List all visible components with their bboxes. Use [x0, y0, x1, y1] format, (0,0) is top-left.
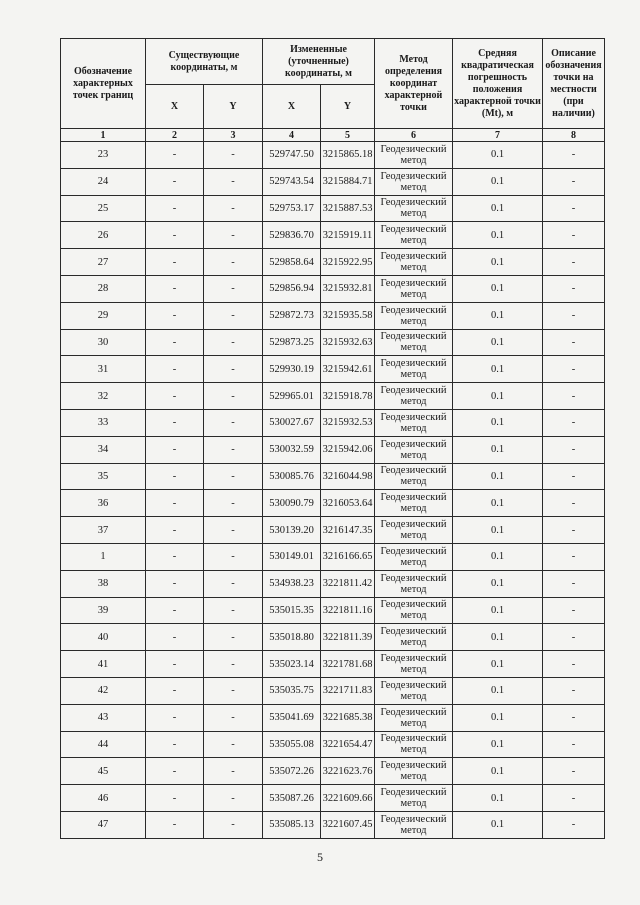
changed-y-cell: 3215918.78 — [321, 383, 375, 410]
changed-y-cell: 3215932.81 — [321, 275, 375, 302]
changed-y-cell: 3215942.61 — [321, 356, 375, 383]
description-cell: - — [543, 356, 605, 383]
description-cell: - — [543, 383, 605, 410]
point-label-cell: 31 — [61, 356, 146, 383]
changed-y-cell: 3221607.45 — [321, 811, 375, 838]
column-number: 8 — [543, 129, 605, 142]
point-label-cell: 29 — [61, 302, 146, 329]
point-label-cell: 27 — [61, 249, 146, 276]
table-row — [61, 142, 605, 169]
changed-x-cell: 535023.14 — [263, 651, 321, 678]
existing-y-cell: - — [204, 597, 263, 624]
method-cell: Геодезический метод — [375, 517, 453, 544]
point-label-cell: 46 — [61, 785, 146, 812]
description-cell: - — [543, 409, 605, 436]
column-number: 2 — [146, 129, 204, 142]
existing-x-cell: - — [146, 222, 204, 249]
method-cell: Геодезический метод — [375, 731, 453, 758]
description-cell: - — [543, 249, 605, 276]
method-cell: Геодезический метод — [375, 785, 453, 812]
error-cell: 0.1 — [453, 409, 543, 436]
existing-x-cell: - — [146, 490, 204, 517]
table-row — [61, 811, 605, 838]
point-label-cell: 25 — [61, 195, 146, 222]
changed-y-cell: 3215865.18 — [321, 142, 375, 169]
changed-y-cell: 3215884.71 — [321, 168, 375, 195]
changed-y-cell: 3215932.53 — [321, 409, 375, 436]
table-row — [61, 517, 605, 544]
point-label-cell: 34 — [61, 436, 146, 463]
existing-x-cell: - — [146, 597, 204, 624]
method-cell: Геодезический метод — [375, 570, 453, 597]
method-cell: Геодезический метод — [375, 168, 453, 195]
method-cell: Геодезический метод — [375, 383, 453, 410]
changed-y-cell: 3215922.95 — [321, 249, 375, 276]
point-label-cell: 39 — [61, 597, 146, 624]
point-label-cell: 40 — [61, 624, 146, 651]
point-label-cell: 38 — [61, 570, 146, 597]
error-cell: 0.1 — [453, 490, 543, 517]
method-cell: Геодезический метод — [375, 463, 453, 490]
existing-y-cell: - — [204, 811, 263, 838]
table-row — [61, 543, 605, 570]
column-number: 4 — [263, 129, 321, 142]
changed-y-cell: 3215935.58 — [321, 302, 375, 329]
existing-y-cell: - — [204, 195, 263, 222]
table-row — [61, 704, 605, 731]
point-label-cell: 36 — [61, 490, 146, 517]
description-cell: - — [543, 195, 605, 222]
method-cell: Геодезический метод — [375, 222, 453, 249]
header-existing-y: Y — [204, 85, 263, 129]
existing-x-cell: - — [146, 329, 204, 356]
changed-y-cell: 3221781.68 — [321, 651, 375, 678]
table-row — [61, 383, 605, 410]
header-point-label: Обозначение характерных точек границ — [61, 39, 146, 129]
existing-x-cell: - — [146, 517, 204, 544]
existing-x-cell: - — [146, 356, 204, 383]
header-description: Описание обозначения точки на местности (при наличии) — [543, 39, 605, 129]
table-row — [61, 275, 605, 302]
table-row — [61, 222, 605, 249]
changed-x-cell: 535085.13 — [263, 811, 321, 838]
error-cell: 0.1 — [453, 142, 543, 169]
error-cell: 0.1 — [453, 704, 543, 731]
existing-x-cell: - — [146, 543, 204, 570]
header-changed-coords: Измененные (уточненные) координаты, м — [263, 39, 375, 85]
changed-y-cell: 3221685.38 — [321, 704, 375, 731]
existing-y-cell: - — [204, 651, 263, 678]
changed-x-cell: 535018.80 — [263, 624, 321, 651]
existing-y-cell: - — [204, 168, 263, 195]
table-row — [61, 195, 605, 222]
method-cell: Геодезический метод — [375, 195, 453, 222]
error-cell: 0.1 — [453, 356, 543, 383]
changed-x-cell: 529858.64 — [263, 249, 321, 276]
error-cell: 0.1 — [453, 624, 543, 651]
description-cell: - — [543, 731, 605, 758]
point-label-cell: 45 — [61, 758, 146, 785]
error-cell: 0.1 — [453, 195, 543, 222]
existing-x-cell: - — [146, 785, 204, 812]
header-row — [61, 39, 605, 85]
table-row — [61, 168, 605, 195]
point-label-cell: 1 — [61, 543, 146, 570]
error-cell: 0.1 — [453, 249, 543, 276]
point-label-cell: 47 — [61, 811, 146, 838]
error-cell: 0.1 — [453, 651, 543, 678]
existing-x-cell: - — [146, 677, 204, 704]
existing-x-cell: - — [146, 142, 204, 169]
existing-x-cell: - — [146, 651, 204, 678]
table-row — [61, 490, 605, 517]
error-cell: 0.1 — [453, 811, 543, 838]
changed-x-cell: 529747.50 — [263, 142, 321, 169]
error-cell: 0.1 — [453, 275, 543, 302]
method-cell: Геодезический метод — [375, 249, 453, 276]
description-cell: - — [543, 785, 605, 812]
changed-y-cell: 3221654.47 — [321, 731, 375, 758]
description-cell: - — [543, 597, 605, 624]
error-cell: 0.1 — [453, 168, 543, 195]
changed-x-cell: 535055.08 — [263, 731, 321, 758]
header-changed-y: Y — [321, 85, 375, 129]
existing-x-cell: - — [146, 758, 204, 785]
description-cell: - — [543, 704, 605, 731]
changed-y-cell: 3216147.35 — [321, 517, 375, 544]
changed-y-cell: 3221811.39 — [321, 624, 375, 651]
header-error: Средняя квадратическая погрешность положения характерной точки (Mt), м — [453, 39, 543, 129]
error-cell: 0.1 — [453, 543, 543, 570]
point-label-cell: 23 — [61, 142, 146, 169]
changed-x-cell: 530032.59 — [263, 436, 321, 463]
error-cell: 0.1 — [453, 463, 543, 490]
existing-y-cell: - — [204, 383, 263, 410]
table-row — [61, 731, 605, 758]
existing-y-cell: - — [204, 463, 263, 490]
existing-y-cell: - — [204, 758, 263, 785]
description-cell: - — [543, 275, 605, 302]
existing-x-cell: - — [146, 704, 204, 731]
page-number: 5 — [317, 850, 323, 864]
method-cell: Геодезический метод — [375, 651, 453, 678]
method-cell: Геодезический метод — [375, 436, 453, 463]
error-cell: 0.1 — [453, 785, 543, 812]
method-cell: Геодезический метод — [375, 811, 453, 838]
existing-y-cell: - — [204, 329, 263, 356]
existing-y-cell: - — [204, 142, 263, 169]
existing-x-cell: - — [146, 383, 204, 410]
description-cell: - — [543, 651, 605, 678]
description-cell: - — [543, 302, 605, 329]
point-label-cell: 32 — [61, 383, 146, 410]
description-cell: - — [543, 543, 605, 570]
error-cell: 0.1 — [453, 517, 543, 544]
method-cell: Геодезический метод — [375, 356, 453, 383]
method-cell: Геодезический метод — [375, 329, 453, 356]
table-row — [61, 249, 605, 276]
changed-x-cell: 530090.79 — [263, 490, 321, 517]
table-row — [61, 597, 605, 624]
existing-y-cell: - — [204, 436, 263, 463]
description-cell: - — [543, 490, 605, 517]
existing-y-cell: - — [204, 624, 263, 651]
point-label-cell: 33 — [61, 409, 146, 436]
changed-y-cell: 3215942.06 — [321, 436, 375, 463]
existing-x-cell: - — [146, 168, 204, 195]
error-cell: 0.1 — [453, 222, 543, 249]
error-cell: 0.1 — [453, 758, 543, 785]
description-cell: - — [543, 677, 605, 704]
error-cell: 0.1 — [453, 383, 543, 410]
header-existing-x: X — [146, 85, 204, 129]
table-row — [61, 677, 605, 704]
error-cell: 0.1 — [453, 570, 543, 597]
method-cell: Геодезический метод — [375, 677, 453, 704]
changed-x-cell: 535041.69 — [263, 704, 321, 731]
method-cell: Геодезический метод — [375, 142, 453, 169]
table-row — [61, 409, 605, 436]
column-number: 7 — [453, 129, 543, 142]
existing-x-cell: - — [146, 302, 204, 329]
changed-x-cell: 530139.20 — [263, 517, 321, 544]
existing-x-cell: - — [146, 811, 204, 838]
existing-x-cell: - — [146, 195, 204, 222]
changed-x-cell: 529930.19 — [263, 356, 321, 383]
column-number: 3 — [204, 129, 263, 142]
description-cell: - — [543, 811, 605, 838]
changed-x-cell: 535015.35 — [263, 597, 321, 624]
column-number: 5 — [321, 129, 375, 142]
existing-y-cell: - — [204, 222, 263, 249]
changed-x-cell: 535072.26 — [263, 758, 321, 785]
point-label-cell: 37 — [61, 517, 146, 544]
existing-x-cell: - — [146, 624, 204, 651]
column-number: 6 — [375, 129, 453, 142]
changed-y-cell: 3221811.16 — [321, 597, 375, 624]
existing-x-cell: - — [146, 570, 204, 597]
changed-x-cell: 529873.25 — [263, 329, 321, 356]
existing-x-cell: - — [146, 275, 204, 302]
description-cell: - — [543, 142, 605, 169]
existing-y-cell: - — [204, 704, 263, 731]
column-number: 1 — [61, 129, 146, 142]
changed-x-cell: 534938.23 — [263, 570, 321, 597]
header-method: Метод определения координат характерной точки — [375, 39, 453, 129]
existing-y-cell: - — [204, 249, 263, 276]
error-cell: 0.1 — [453, 731, 543, 758]
existing-y-cell: - — [204, 409, 263, 436]
description-cell: - — [543, 624, 605, 651]
changed-x-cell: 529753.17 — [263, 195, 321, 222]
changed-x-cell: 530149.01 — [263, 543, 321, 570]
point-label-cell: 24 — [61, 168, 146, 195]
changed-y-cell: 3221811.42 — [321, 570, 375, 597]
existing-x-cell: - — [146, 436, 204, 463]
table-row — [61, 329, 605, 356]
existing-x-cell: - — [146, 463, 204, 490]
changed-x-cell: 529836.70 — [263, 222, 321, 249]
existing-y-cell: - — [204, 731, 263, 758]
description-cell: - — [543, 758, 605, 785]
existing-y-cell: - — [204, 302, 263, 329]
method-cell: Геодезический метод — [375, 409, 453, 436]
method-cell: Геодезический метод — [375, 543, 453, 570]
method-cell: Геодезический метод — [375, 302, 453, 329]
point-label-cell: 41 — [61, 651, 146, 678]
point-label-cell: 28 — [61, 275, 146, 302]
changed-x-cell: 529743.54 — [263, 168, 321, 195]
changed-x-cell: 535087.26 — [263, 785, 321, 812]
method-cell: Геодезический метод — [375, 490, 453, 517]
header-existing-coords: Существующие координаты, м — [146, 39, 263, 85]
changed-y-cell: 3216044.98 — [321, 463, 375, 490]
error-cell: 0.1 — [453, 597, 543, 624]
changed-y-cell: 3215919.11 — [321, 222, 375, 249]
description-cell: - — [543, 329, 605, 356]
method-cell: Геодезический метод — [375, 597, 453, 624]
changed-x-cell: 535035.75 — [263, 677, 321, 704]
changed-x-cell: 529965.01 — [263, 383, 321, 410]
existing-y-cell: - — [204, 356, 263, 383]
existing-y-cell: - — [204, 570, 263, 597]
changed-y-cell: 3215887.53 — [321, 195, 375, 222]
header-changed-x: X — [263, 85, 321, 129]
changed-y-cell: 3216166.65 — [321, 543, 375, 570]
column-numbers-row — [61, 129, 605, 142]
changed-y-cell: 3221609.66 — [321, 785, 375, 812]
description-cell: - — [543, 222, 605, 249]
coordinates-table — [60, 38, 605, 839]
table-row — [61, 356, 605, 383]
error-cell: 0.1 — [453, 302, 543, 329]
existing-y-cell: - — [204, 785, 263, 812]
table-row — [61, 570, 605, 597]
existing-y-cell: - — [204, 490, 263, 517]
changed-x-cell: 529856.94 — [263, 275, 321, 302]
point-label-cell: 42 — [61, 677, 146, 704]
table-row — [61, 758, 605, 785]
changed-y-cell: 3216053.64 — [321, 490, 375, 517]
existing-x-cell: - — [146, 249, 204, 276]
table-row — [61, 785, 605, 812]
description-cell: - — [543, 570, 605, 597]
existing-x-cell: - — [146, 409, 204, 436]
changed-x-cell: 529872.73 — [263, 302, 321, 329]
table-row — [61, 624, 605, 651]
error-cell: 0.1 — [453, 436, 543, 463]
existing-y-cell: - — [204, 543, 263, 570]
changed-y-cell: 3215932.63 — [321, 329, 375, 356]
changed-y-cell: 3221623.76 — [321, 758, 375, 785]
point-label-cell: 44 — [61, 731, 146, 758]
existing-y-cell: - — [204, 677, 263, 704]
changed-x-cell: 530027.67 — [263, 409, 321, 436]
table-row — [61, 302, 605, 329]
error-cell: 0.1 — [453, 329, 543, 356]
description-cell: - — [543, 517, 605, 544]
error-cell: 0.1 — [453, 677, 543, 704]
method-cell: Геодезический метод — [375, 758, 453, 785]
point-label-cell: 43 — [61, 704, 146, 731]
existing-y-cell: - — [204, 517, 263, 544]
point-label-cell: 30 — [61, 329, 146, 356]
method-cell: Геодезический метод — [375, 704, 453, 731]
description-cell: - — [543, 436, 605, 463]
method-cell: Геодезический метод — [375, 624, 453, 651]
table-row — [61, 436, 605, 463]
description-cell: - — [543, 168, 605, 195]
table-row — [61, 651, 605, 678]
method-cell: Геодезический метод — [375, 275, 453, 302]
existing-x-cell: - — [146, 731, 204, 758]
table-row — [61, 463, 605, 490]
changed-y-cell: 3221711.83 — [321, 677, 375, 704]
existing-y-cell: - — [204, 275, 263, 302]
description-cell: - — [543, 463, 605, 490]
point-label-cell: 26 — [61, 222, 146, 249]
changed-x-cell: 530085.76 — [263, 463, 321, 490]
point-label-cell: 35 — [61, 463, 146, 490]
